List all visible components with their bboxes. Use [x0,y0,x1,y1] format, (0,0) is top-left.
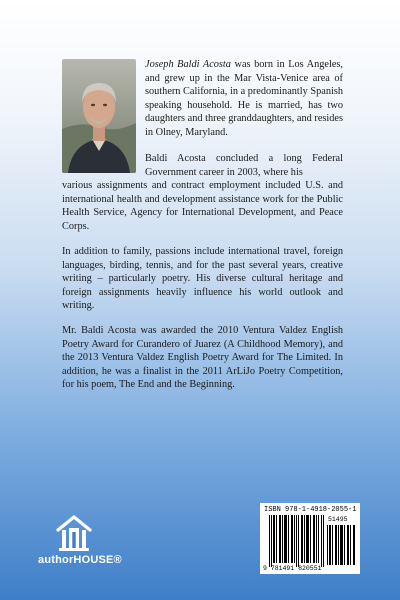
bio-paragraph-2-lead: Baldi Acosta concluded a long Federal Government career in 2003, where his [145,153,343,178]
bio-paragraph-2-rest: various assignments and contract employment included U.S. and international health and development assistance work for the Public Health Service, Agency for International Development, and Peace Corps. [62,180,343,232]
bio-paragraph-1 [145,58,343,139]
publisher-name: authorHOUSE® [38,554,122,566]
bio-paragraph-3: In addition to family, passions include international travel, foreign languages, birding, tennis, and for the past several years, creative writing – particularly poetry. His diverse cultural heritage and foreign assignments heavily influence his world outlook and writing. [62,246,343,311]
barcode-bars [260,503,360,574]
isbn-barcode [260,503,360,574]
house-book-icon [54,514,94,552]
bio-paragraph-4: Mr. Baldi Acosta was awarded the 2010 Ventura Valdez English Poetry Award for Curandero of Juarez (A Childhood Memory), and the 2013 Ventura Valdez English Poetry Award for The Limited. In addition, he was a finalist in the 2011 ArLiJo Poetry Competition, for his poem, The End and the Beginning. [62,325,343,390]
price-code: 51495 [328,516,348,523]
bio-paragraph-1-text: was born in Los Angeles, and grew up in the Mar Vista-Venice area of southern California, in a predominantly Spanish speaking household. He is married, has two daughters and three granddaughters, and resides in Olney, Maryland. [145,59,343,138]
isbn-number: ISBN 978-1-4918-2055-1 [264,506,357,514]
author-photo [62,59,136,173]
ean-digits: 9 781491 820551 [263,565,322,572]
publisher-logo [38,514,122,566]
author-name: Joseph Baldi Acosta [145,59,231,70]
